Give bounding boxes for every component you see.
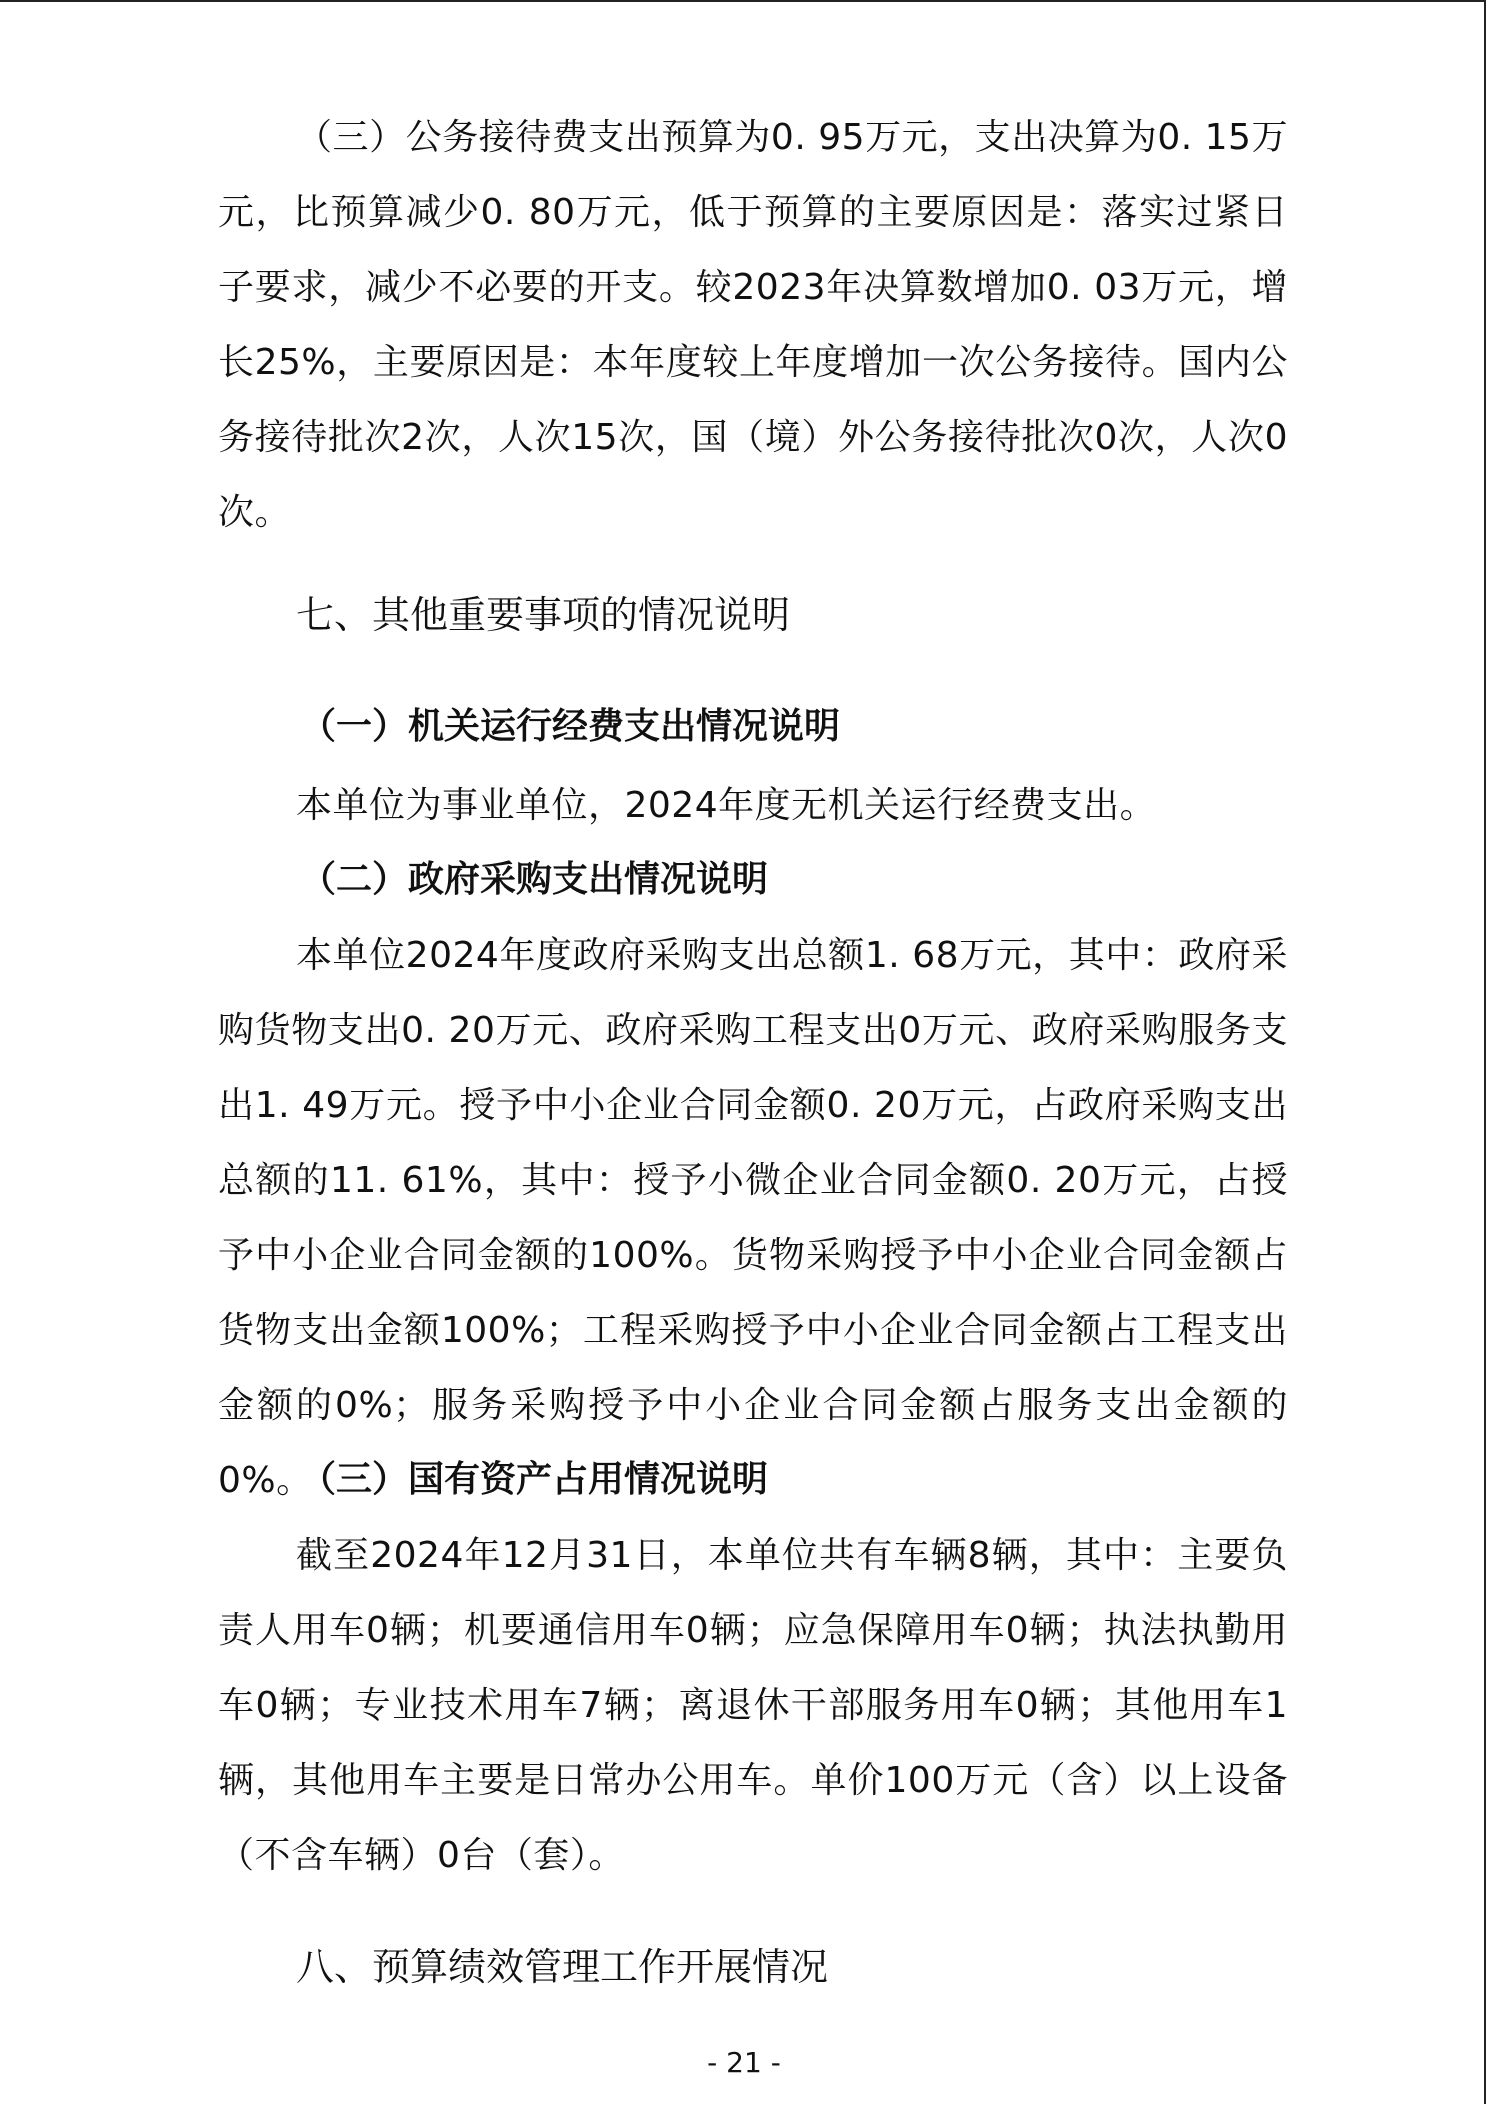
paragraph-procurement: 本单位2024年度政府采购支出总额1. 68万元，其中：政府采购货物支出0. 20万元、政府采购工程支出0万元、政府采购服务支出1. 49万元。授予中小企业合同金额0. 20万元，占政府采购支出总额的11. 61%，其中：授予小微企业合同金额0. 20万元，占授予中小企业合同金额的100%。货物采购授予中小企业合同金额占货物支出金额100%；工程采购授予中小企业合同金额占工程支出金额的0%；服务采购授予中小企业合同金额占服务支出金额的0%。	[218, 935, 1288, 1501]
paragraph-reception-expense: （三）公务接待费支出预算为0. 95万元，支出决算为0. 15万元，比预算减少0. 80万元，低于预算的主要原因是：落实过紧日子要求，减少不必要的开支。较2023年决算数增加0. 03万元，增长25%，主要原因是：本年度较上年度增加一次公务接待。国内公务接待批次2次，人次15次，国（境）外公务接待批次0次，人次0次。	[218, 117, 1288, 533]
page-number: - 21 -	[707, 2046, 781, 2079]
paragraph-state-assets: 截至2024年12月31日，本单位共有车辆8辆，其中：主要负责人用车0辆；机要通信用车0辆；应急保障用车0辆；执法执勤用车0辆；专业技术用车7辆；离退休干部服务用车0辆；其他用车1辆，其他用车主要是日常办公用车。单价100万元（含）以上设备（不含车辆）0台（套）。	[218, 1535, 1288, 1876]
section-heading-performance: 八、预算绩效管理工作开展情况	[296, 1945, 829, 1989]
subheading-operating-expense: （一）机关运行经费支出情况说明	[300, 706, 841, 747]
paragraph-operating-expense: 本单位为事业单位，2024年度无机关运行经费支出。	[296, 785, 1157, 826]
subheading-state-assets: （三）国有资产占用情况说明	[300, 1459, 769, 1500]
section-heading-other-matters: 七、其他重要事项的情况说明	[296, 593, 791, 637]
subheading-procurement: （二）政府采购支出情况说明	[300, 859, 769, 900]
